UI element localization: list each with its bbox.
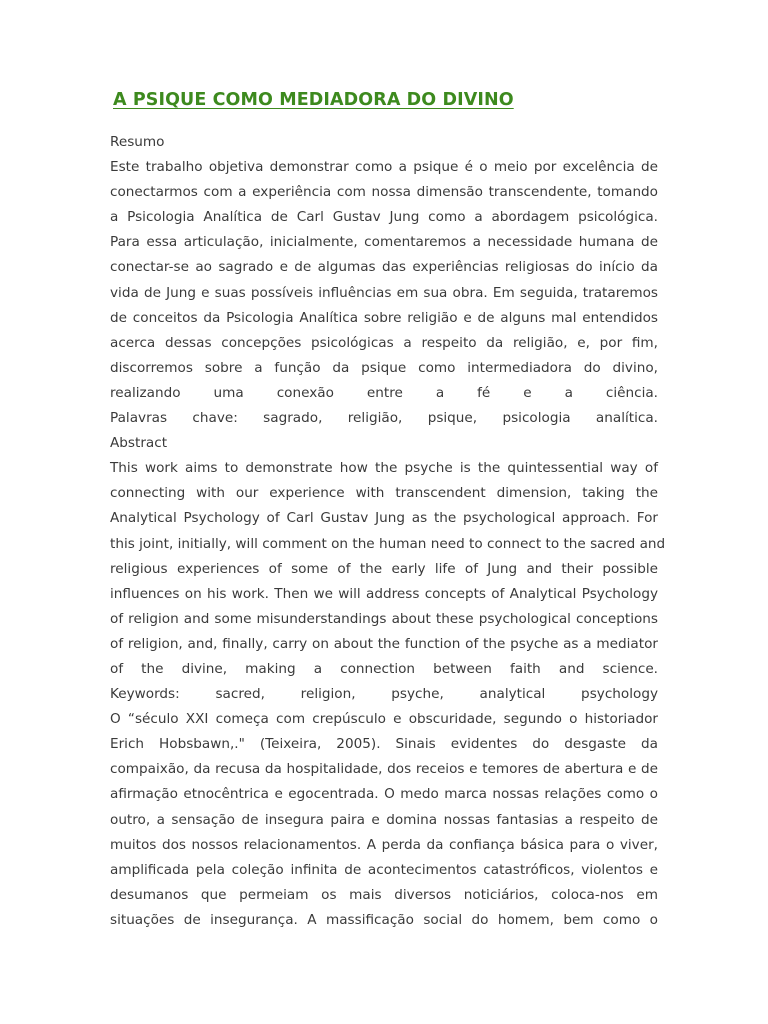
document-title: A PSIQUE COMO MEDIADORA DO DIVINO <box>113 90 514 110</box>
text-line: conectarmos com a experiência com nossa dimensão transcendente, tomando <box>110 184 658 201</box>
text-line: vida de Jung e suas possíveis influências em sua obra. Em seguida, trataremos <box>110 284 658 301</box>
text-line: conectar-se ao sagrado e de algumas das experiências religiosas do início da <box>110 259 658 276</box>
text-line: connecting with our experience with transcendent dimension, taking the <box>110 485 658 502</box>
section-heading-resumo: Resumo <box>110 134 165 150</box>
text-line: influences on his work. Then we will address concepts of Analytical Psychology <box>110 585 658 602</box>
keywords-line-pt: Palavras chave: sagrado, religião, psique, psicologia analítica. <box>110 410 658 427</box>
text-line: this joint, initially, will comment on the human need to connect to the sacred and <box>110 535 666 552</box>
document-page <box>110 85 666 933</box>
text-line: of the divine, making a connection between faith and science. <box>110 660 658 677</box>
text-line: Analytical Psychology of Carl Gustav Jung as the psychological approach. For <box>110 510 658 527</box>
text-line: of religion, and, finally, carry on about the function of the psyche as a mediator <box>110 635 658 652</box>
text-line: Para essa articulação, inicialmente, comentaremos a necessidade humana de <box>110 234 658 251</box>
text-line: a Psicologia Analítica de Carl Gustav Jung como a abordagem psicológica. <box>110 209 658 226</box>
text-line: religious experiences of some of the early life of Jung and their possible <box>110 560 658 577</box>
text-line: O “século XXI começa com crepúsculo e obscuridade, segundo o historiador <box>110 711 658 728</box>
text-line: amplificada pela coleção infinita de acontecimentos catastróficos, violentos e <box>110 861 658 878</box>
document-body <box>110 130 666 933</box>
keywords-line-en: Keywords: sacred, religion, psyche, analytical psychology <box>110 686 658 703</box>
text-line: compaixão, da recusa da hospitalidade, dos receios e temores de abertura e de <box>110 761 658 778</box>
text-line: realizando uma conexão entre a fé e a ciência. <box>110 384 658 401</box>
text-line: Erich Hobsbawn,." (Teixeira, 2005). Sinais evidentes do desgaste da <box>110 736 658 753</box>
text-line: Este trabalho objetiva demonstrar como a psique é o meio por excelência de <box>110 159 658 176</box>
text-line: of religion and some misunderstandings about these psychological conceptions <box>110 610 658 627</box>
text-line: discorremos sobre a função da psique como intermediadora do divino, <box>110 359 658 376</box>
text-line: de conceitos da Psicologia Analítica sobre religião e de alguns mal entendidos <box>110 309 658 326</box>
text-line: acerca dessas concepções psicológicas a respeito da religião, e, por fim, <box>110 334 658 351</box>
text-line: desumanos que permeiam os mais diversos noticiários, coloca-nos em <box>110 886 658 903</box>
text-line: muitos dos nossos relacionamentos. A perda da confiança básica para o viver, <box>110 836 658 853</box>
text-line: situações de insegurança. A massificação social do homem, bem como o <box>110 911 658 928</box>
text-line: This work aims to demonstrate how the psyche is the quintessential way of <box>110 460 658 477</box>
section-heading-abstract: Abstract <box>110 435 168 452</box>
text-line: afirmação etnocêntrica e egocentrada. O medo marca nossas relações como o <box>110 786 658 803</box>
text-line: outro, a sensação de insegura paira e domina nossas fantasias a respeito de <box>110 811 658 828</box>
